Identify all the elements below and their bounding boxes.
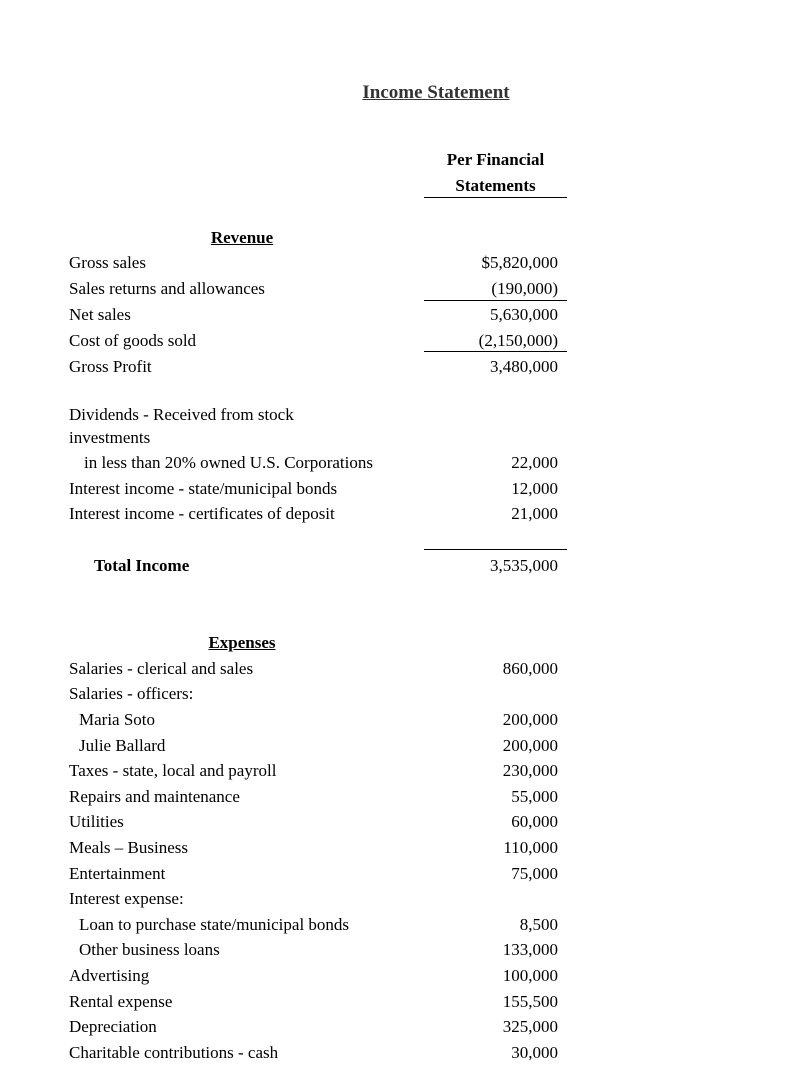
row-label-salaries-officers: Salaries - officers: — [69, 684, 194, 703]
row-amount-loan-municipal: 8,500 — [519, 915, 558, 934]
row-amount-depreciation: 325,000 — [502, 1017, 558, 1036]
total-income-amount: 3,535,000 — [490, 556, 558, 575]
row-amount-rental: 155,500 — [502, 992, 558, 1011]
row-label-meals: Meals – Business — [69, 838, 188, 857]
row-amount-dividends: 22,000 — [511, 453, 558, 472]
row-amount-interest-municipal: 12,000 — [511, 479, 558, 498]
total-rule — [424, 549, 567, 550]
column-header-line1: Per Financial — [446, 150, 545, 169]
row-amount-gross-profit: 3,480,000 — [490, 357, 558, 376]
row-label-loan-municipal: Loan to purchase state/municipal bonds — [79, 915, 350, 934]
dividends-label-line1: Dividends - Received from stock — [69, 405, 294, 424]
row-label-julie-ballard: Julie Ballard — [79, 736, 166, 755]
row-amount-gross-sales: $5,820,000 — [481, 253, 558, 272]
row-label-dividends-detail: in less than 20% owned U.S. Corporations — [84, 453, 373, 472]
dividends-label-line2: investments — [69, 428, 151, 447]
row-label-cogs: Cost of goods sold — [69, 331, 197, 350]
row-label-gross-sales: Gross sales — [69, 253, 146, 272]
column-header-line2: Statements — [455, 176, 536, 195]
expenses-heading: Expenses — [208, 633, 276, 652]
row-label-other-loans: Other business loans — [79, 940, 220, 959]
row-amount-taxes: 230,000 — [502, 761, 558, 780]
page-title: Income Statement — [362, 82, 510, 103]
row-amount-maria-soto: 200,000 — [502, 710, 558, 729]
row-label-interest-expense: Interest expense: — [69, 889, 184, 908]
row-amount-advertising: 100,000 — [502, 966, 558, 985]
row-amount-utilities: 60,000 — [511, 812, 558, 831]
row-label-sales-returns: Sales returns and allowances — [69, 279, 265, 298]
row-label-utilities: Utilities — [69, 812, 124, 831]
row-label-charitable: Charitable contributions - cash — [69, 1043, 279, 1062]
row-amount-sales-returns: (190,000) — [491, 279, 558, 298]
total-income-label: Total Income — [94, 556, 190, 575]
row-label-repairs: Repairs and maintenance — [69, 787, 240, 806]
row-label-advertising: Advertising — [69, 966, 150, 985]
row-amount-salaries-clerical: 860,000 — [502, 659, 558, 678]
row-amount-net-sales: 5,630,000 — [490, 305, 558, 324]
row-amount-julie-ballard: 200,000 — [502, 736, 558, 755]
row-label-entertainment: Entertainment — [69, 864, 166, 883]
row-amount-interest-cd: 21,000 — [511, 504, 558, 523]
row-label-rental: Rental expense — [69, 992, 173, 1011]
row-label-maria-soto: Maria Soto — [79, 710, 156, 729]
row-amount-entertainment: 75,000 — [511, 864, 558, 883]
row-label-gross-profit: Gross Profit — [69, 357, 152, 376]
subtotal-rule — [424, 351, 567, 352]
row-amount-cogs: (2,150,000) — [478, 331, 558, 350]
row-amount-meals: 110,000 — [503, 838, 558, 857]
column-header-underline — [424, 197, 567, 198]
row-amount-charitable: 30,000 — [511, 1043, 558, 1062]
row-label-net-sales: Net sales — [69, 305, 131, 324]
row-label-interest-municipal: Interest income - state/municipal bonds — [69, 479, 338, 498]
revenue-heading: Revenue — [210, 228, 274, 247]
subtotal-rule — [424, 300, 567, 301]
row-label-interest-cd: Interest income - certificates of deposit — [69, 504, 335, 523]
row-amount-other-loans: 133,000 — [502, 940, 558, 959]
row-label-taxes: Taxes - state, local and payroll — [69, 761, 277, 780]
row-amount-repairs: 55,000 — [511, 787, 558, 806]
row-label-depreciation: Depreciation — [69, 1017, 157, 1036]
row-label-salaries-clerical: Salaries - clerical and sales — [69, 659, 254, 678]
